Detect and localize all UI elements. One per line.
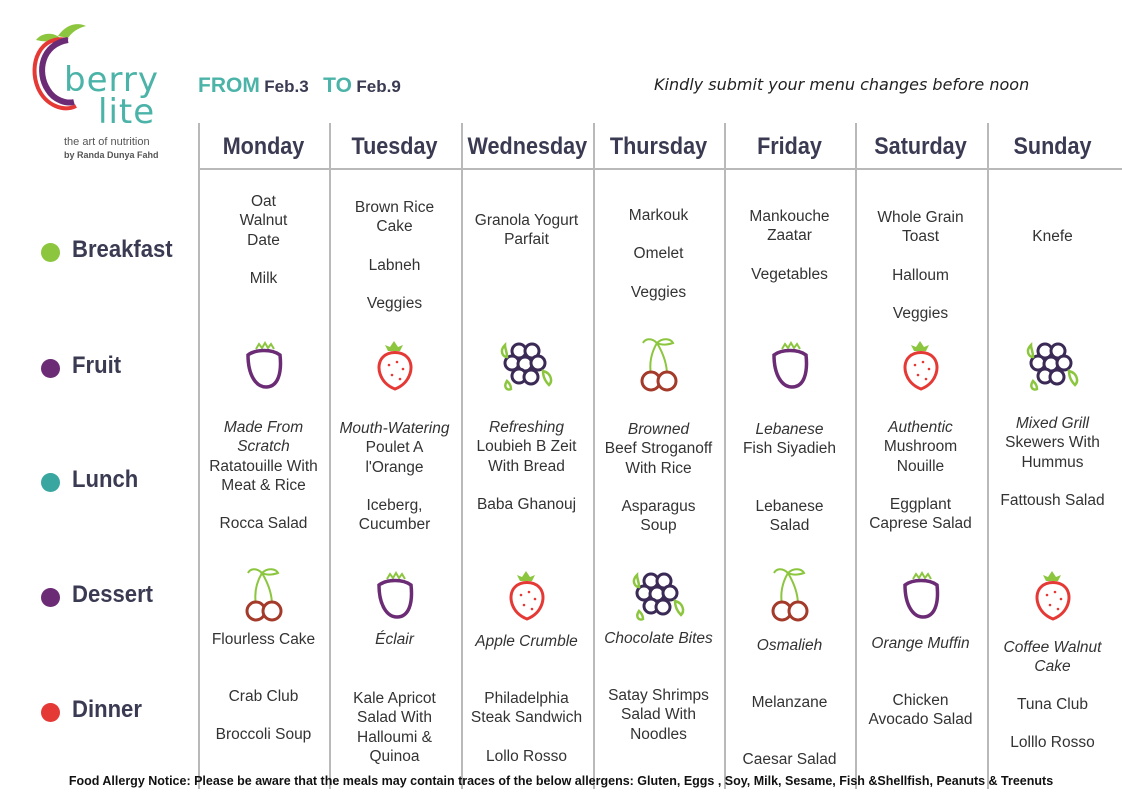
to-date: Feb.9	[356, 77, 401, 96]
menu-item: Crab Club	[228, 688, 299, 705]
spacer	[855, 476, 986, 495]
logo-word-lite: lite	[98, 92, 156, 132]
breakfast-cell	[855, 208, 986, 323]
menu-item-note: Mixed Grill	[1015, 415, 1090, 432]
lunch-cell	[855, 418, 986, 533]
menu-item: Milk	[249, 269, 278, 287]
meal-label-dessert: Dessert	[72, 581, 154, 608]
meal-label-fruit: Fruit	[72, 352, 122, 379]
menu-item-note: Refreshing	[489, 419, 564, 436]
spacer	[987, 714, 1118, 733]
menu-item: Brown Rice	[354, 199, 435, 216]
meal-dot-breakfast	[41, 243, 60, 262]
menu-item: Cake	[376, 218, 413, 236]
dessert-item: Éclair	[375, 631, 414, 648]
menu-item-note: Scratch	[237, 438, 290, 456]
dessert-item: Osmalieh	[756, 637, 823, 654]
breakfast-cell	[724, 207, 855, 284]
dessert-item: Coffee Walnut Cake	[1003, 639, 1102, 676]
menu-item: Poulet A	[365, 439, 424, 457]
menu-item: Salad With	[621, 706, 696, 724]
lunch-cell	[593, 420, 724, 535]
day-header-friday: Friday	[757, 133, 822, 160]
plum-icon	[760, 335, 820, 395]
menu-item-note: Browned	[627, 421, 690, 438]
menu-item: Fish Siyadieh	[742, 440, 837, 458]
dessert-cell	[329, 630, 460, 649]
menu-item: Lollo Rosso	[486, 747, 567, 765]
spacer	[724, 246, 855, 265]
dinner-cell	[593, 686, 724, 744]
menu-item: Beef Stroganoff	[604, 440, 713, 458]
menu-item-note: Mouth-Watering	[339, 420, 450, 437]
spacer	[329, 237, 460, 256]
dinner-cell	[461, 689, 592, 766]
from-label: FROM	[198, 74, 260, 97]
menu-item: Knefe	[1032, 228, 1073, 245]
spacer	[855, 247, 986, 266]
menu-item: With Bread	[488, 457, 565, 475]
menu-item: Date	[247, 231, 280, 249]
menu-item-note: Authentic	[888, 419, 953, 436]
menu-item: Baba Ghanouj	[476, 495, 577, 513]
spacer	[593, 478, 724, 497]
day-header-thursday: Thursday	[609, 133, 708, 160]
from-date: Feb.3	[264, 77, 309, 96]
cherry-icon	[234, 565, 294, 625]
spacer	[461, 728, 592, 747]
dinner-cell	[987, 695, 1118, 753]
menu-item: Fattoush Salad	[1000, 491, 1105, 509]
spacer	[593, 225, 724, 244]
menu-item: Hummus	[1021, 453, 1084, 471]
day-header-sunday: Sunday	[1013, 133, 1092, 160]
menu-item: Parfait	[504, 231, 549, 249]
menu-item: Whole Grain	[877, 209, 964, 226]
strawberry-icon	[891, 335, 951, 395]
lunch-cell	[724, 420, 855, 535]
plum-icon	[365, 565, 425, 625]
breakfast-cell	[593, 206, 724, 302]
menu-item: Veggies	[630, 283, 687, 301]
dessert-cell	[461, 632, 592, 651]
menu-item: l'Orange	[365, 458, 424, 476]
menu-item: Lebanese	[755, 497, 824, 515]
menu-item: Broccoli Soup	[215, 726, 312, 744]
menu-item: Lolllo Rosso	[1010, 734, 1095, 752]
cherry-icon	[629, 335, 689, 395]
dessert-cell	[855, 634, 986, 653]
menu-item: Quinoa	[369, 747, 420, 765]
menu-item: Asparagus	[621, 497, 696, 515]
menu-item: Philadelphia	[484, 690, 569, 707]
spacer	[724, 459, 855, 478]
menu-item: Eggplant	[889, 495, 952, 513]
spacer	[724, 731, 855, 750]
menu-item: Toast	[901, 228, 940, 246]
menu-item: Mankouche	[749, 208, 830, 225]
menu-item: Nouille	[896, 457, 945, 475]
menu-item: Veggies	[892, 304, 949, 322]
menu-item: Mushroom	[883, 438, 958, 456]
breakfast-cell	[461, 211, 592, 250]
menu-item-note: Made From	[223, 419, 304, 436]
menu-item: Steak Sandwich	[470, 709, 583, 727]
date-range	[198, 74, 401, 98]
menu-item: Granola Yogurt	[474, 212, 579, 229]
menu-item: Veggies	[366, 294, 423, 312]
menu-item: Salad With	[357, 709, 432, 727]
spacer	[593, 264, 724, 283]
day-header-monday: Monday	[222, 133, 305, 160]
dinner-cell	[329, 689, 460, 766]
plum-icon	[891, 565, 951, 625]
lunch-cell	[461, 418, 592, 514]
menu-item-note: Lebanese	[755, 421, 824, 438]
menu-item: Cucumber	[358, 516, 431, 534]
lunch-cell	[987, 414, 1118, 510]
grapes-icon	[1023, 335, 1083, 395]
dessert-item: Apple Crumble	[475, 633, 578, 650]
breakfast-cell	[987, 227, 1118, 246]
menu-item: Tuna Club	[1017, 696, 1088, 713]
lunch-cell	[198, 418, 329, 533]
menu-item: Ratatouille With	[209, 457, 318, 475]
spacer	[724, 712, 855, 731]
menu-item: Iceberg,	[366, 496, 423, 514]
plum-icon	[234, 335, 294, 395]
spacer	[198, 495, 329, 514]
dessert-item: Orange Muffin	[871, 635, 970, 652]
menu-item: Chicken	[892, 692, 949, 709]
dinner-cell	[724, 693, 855, 770]
dessert-cell	[987, 638, 1118, 677]
spacer	[461, 476, 592, 495]
submission-notice: Kindly submit your menu changes before noon	[654, 75, 1030, 94]
menu-item: Noodles	[630, 725, 687, 743]
logo-word-berry: berry	[64, 60, 159, 100]
brand-logo	[28, 20, 168, 165]
logo-byline: by Randa Dunya Fahd	[64, 150, 159, 160]
spacer	[198, 706, 329, 725]
day-header-wednesday: Wednesday	[467, 133, 588, 160]
dinner-cell	[198, 687, 329, 745]
menu-item: Meat & Rice	[221, 476, 306, 494]
menu-item: Melanzane	[751, 694, 828, 711]
spacer	[724, 478, 855, 497]
allergy-notice: Food Allergy Notice: Please be aware that the meals may contain traces of the below allergens: Gluten, Eggs , Soy, Milk, Sesame, Fish &Shellfish, Peanuts & Treenuts	[68, 774, 1054, 788]
menu-item: Satay Shrimps	[608, 687, 709, 704]
header-divider	[198, 168, 1122, 170]
dessert-item: Chocolate Bites	[604, 630, 713, 647]
strawberry-icon	[497, 565, 557, 625]
spacer	[987, 472, 1118, 491]
lunch-cell	[329, 419, 460, 534]
day-header-tuesday: Tuesday	[351, 133, 438, 160]
menu-item: Oat	[251, 193, 276, 210]
day-header-saturday: Saturday	[874, 133, 967, 160]
meal-label-dinner: Dinner	[72, 696, 142, 723]
menu-item: Walnut	[239, 212, 288, 230]
menu-item: Soup	[640, 517, 677, 535]
meal-label-lunch: Lunch	[72, 466, 139, 493]
spacer	[329, 275, 460, 294]
menu-item: Omelet	[633, 245, 684, 263]
meal-dot-fruit	[41, 359, 60, 378]
menu-item: Caprese Salad	[869, 515, 972, 533]
menu-item: Halloumi &	[357, 728, 432, 746]
dessert-cell	[198, 630, 329, 649]
dessert-item: Flourless Cake	[211, 631, 316, 648]
cherry-icon	[760, 565, 820, 625]
dinner-cell	[855, 691, 986, 730]
meal-dot-dinner	[41, 703, 60, 722]
menu-item: Halloum	[892, 266, 949, 284]
spacer	[198, 250, 329, 269]
menu-item: Skewers With	[1005, 434, 1100, 452]
spacer	[329, 477, 460, 496]
meal-label-breakfast: Breakfast	[72, 236, 173, 263]
menu-item: Loubieh B Zeit	[476, 438, 577, 456]
menu-item: Caesar Salad	[742, 751, 837, 769]
menu-item: With Rice	[625, 459, 692, 477]
to-label: TO	[323, 74, 352, 97]
meal-dot-dessert	[41, 588, 60, 607]
dessert-cell	[724, 636, 855, 655]
grapes-icon	[629, 565, 689, 625]
menu-item: Salad	[769, 516, 810, 534]
breakfast-cell	[198, 192, 329, 288]
strawberry-icon	[1023, 565, 1083, 625]
strawberry-icon	[365, 335, 425, 395]
meal-dot-lunch	[41, 473, 60, 492]
menu-item: Rocca Salad	[219, 515, 308, 533]
menu-item: Markouk	[628, 207, 689, 224]
menu-item: Labneh	[368, 256, 421, 274]
dessert-cell	[593, 629, 724, 648]
spacer	[855, 285, 986, 304]
breakfast-cell	[329, 198, 460, 313]
logo-tagline: the art of nutrition	[64, 136, 150, 148]
menu-item: Zaatar	[767, 227, 812, 245]
menu-item: Avocado Salad	[868, 711, 973, 729]
menu-item: Vegetables	[751, 265, 828, 283]
menu-item: Kale Apricot	[353, 690, 436, 707]
grapes-icon	[497, 335, 557, 395]
